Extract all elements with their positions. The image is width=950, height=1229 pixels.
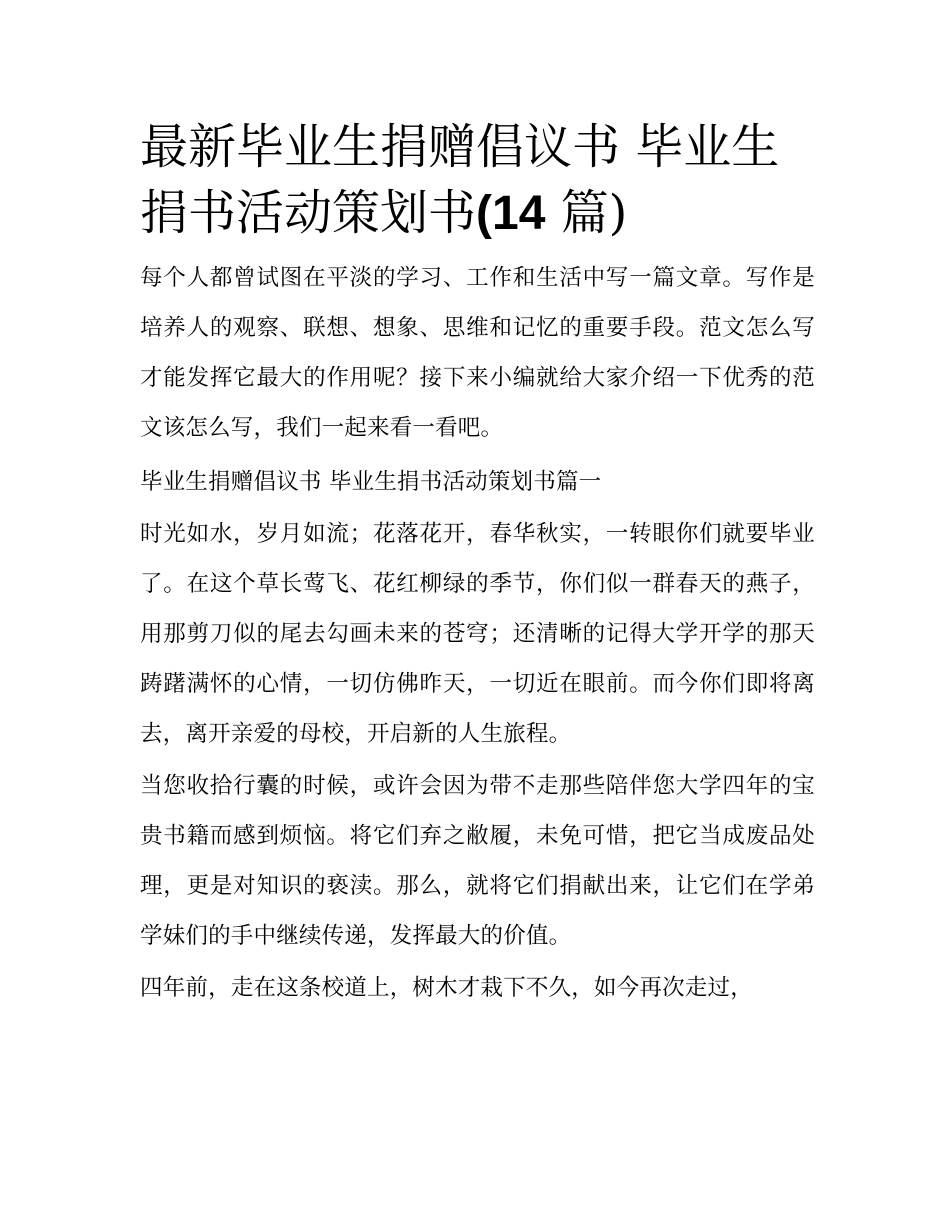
- body-paragraph-2: 当您收拾行囊的时候，或许会因为带不走那些陪伴您大学四年的宝贵书籍而感到烦恼。将它们弃之敝履，未免可惜，把它当成废品处理，更是对知识的亵渎。那么，就将它们捐献出来，让它们在学弟学妹们的手中继续传递，发挥最大的价值。: [140, 773, 815, 949]
- document-title: [140, 114, 815, 247]
- section-heading: 毕业生捐赠倡议书 毕业生捐书活动策划书篇一: [140, 469, 602, 495]
- body-paragraph-3: 四年前，走在这条校道上，树木才栽下不久，如今再次走过，: [140, 975, 753, 1001]
- intro-paragraph: 每个人都曾试图在平淡的学习、工作和生活中写一篇文章。写作是培养人的观察、联想、想象、思维和记忆的重要手段。范文怎么写才能发挥它最大的作用呢？接下来小编就给大家介绍一下优秀的范文该怎么写，我们一起来看一看吧。: [140, 265, 815, 441]
- title-line-2-suffix: 篇): [560, 185, 628, 241]
- body-paragraph-1: 时光如水，岁月如流；花落花开，春华秋实，一转眼你们就要毕业了。在这个草长莺飞、花红柳绿的季节，你们似一群春天的燕子，用那剪刀似的尾去勾画未来的苍穹；还清晰的记得大学开学的那天踌躇满怀的心情，一切仿佛昨天，一切近在眼前。而今你们即将离去，离开亲爱的母校，开启新的人生旅程。: [140, 521, 815, 747]
- title-line-1: 最新毕业生捐赠倡议书 毕业生: [140, 119, 780, 175]
- title-line-2-prefix: 捐书活动策划书: [140, 185, 477, 241]
- document-body: [140, 114, 815, 1015]
- title-line-2-number: (14: [476, 187, 546, 240]
